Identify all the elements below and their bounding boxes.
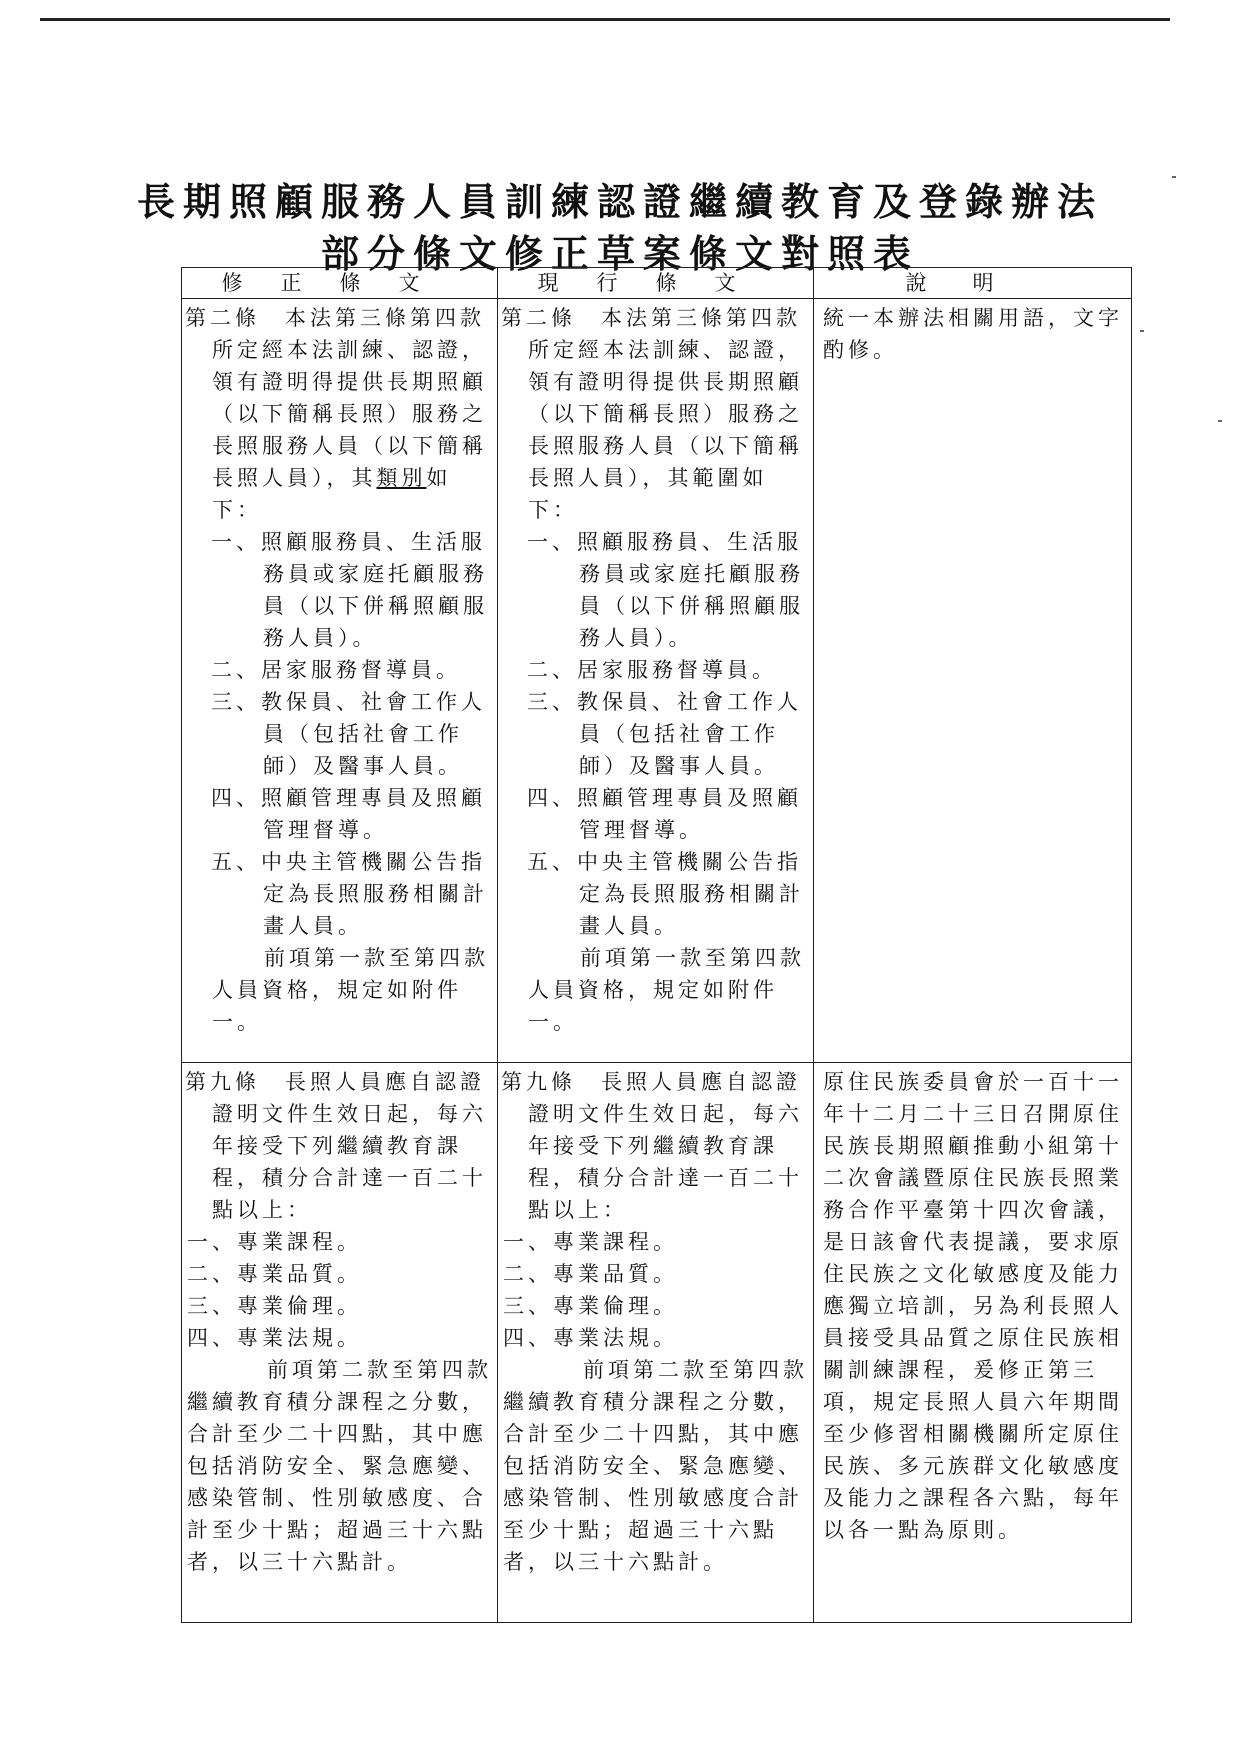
list-item: 一、專業課程。 <box>187 1230 362 1254</box>
document-title-line2: 部分條文修正草案條文對照表 <box>320 231 919 276</box>
header-explanation: 說明 <box>814 268 1132 299</box>
list-item: 四、照顧管理專員及照顧管理督導。 <box>211 786 486 842</box>
current-cell <box>498 1063 814 1623</box>
list-item: 三、教保員、社會工作人員（包括社會工作師）及醫事人員。 <box>527 690 802 778</box>
article-lead: 第九條 長照人員應自認證證明文件生效日起，每六年接受下列繼續教育課程，積分合計達一百二十點以上： <box>185 1070 487 1222</box>
header-current: 現行條文 <box>498 268 814 299</box>
article-lead: 第二條 本法第三條第四款所定經本法訓練、認證，領有證明得提供長期照顧（以下簡稱長照）服務之長照服務人員（以下簡稱長照人員），其範圍如下： <box>501 306 803 522</box>
article-lead: 第二條 本法第三條第四款所定經本法訓練、認證，領有證明得提供長期照顧（以下簡稱長照）服務之長照服務人員（以下簡稱長照人員），其類別如下： <box>185 306 487 522</box>
table-header-row <box>182 268 1132 299</box>
list-item: 四、專業法規。 <box>187 1326 362 1350</box>
list-item: 二、居家服務督導員。 <box>527 658 777 682</box>
closing-paragraph: 前項第二款至第四款繼續教育積分課程之分數，合計至少二十四點，其中應包括消防安全、緊急應變、感染管制、性別敏感度合計至少十點；超過三十六點者，以三十六點計。 <box>503 1358 808 1574</box>
list-item: 五、中央主管機關公告指定為長照服務相關計畫人員。 <box>211 850 488 938</box>
amended-mark: 類別 <box>376 466 427 490</box>
header-amended: 修正條文 <box>182 268 498 299</box>
scan-speck <box>1218 420 1222 422</box>
top-scan-rule <box>40 18 1170 21</box>
article-lead: 第九條 長照人員應自認證證明文件生效日起，每六年接受下列繼續教育課程，積分合計達一百二十點以上： <box>501 1070 803 1222</box>
scan-speck <box>1140 330 1144 332</box>
amended-cell <box>182 299 498 1063</box>
explanation-cell <box>814 1063 1132 1623</box>
list-item: 二、專業品質。 <box>503 1262 678 1286</box>
document-title-line1: 長期照顧服務人員訓練認證繼續教育及登錄辦法 <box>136 179 1103 224</box>
table-row-article-9 <box>182 1063 1132 1623</box>
explanation-text: 原住民族委員會於一百十一年十二月二十三日召開原住民族長期照顧推動小組第十二次會議暨原住民族長照業務合作平臺第十四次會議，是日該會代表提議，要求原住民族之文化敏感度及能力應獨立培訓，另為利長照人員接受具品質之原住民族相關訓練課程，爰修正第三項，規定長照人員六年期間至少修習相關機關所定原住民族、多元族群文化敏感度及能力之課程各六點，每年以各一點為原則。 <box>823 1070 1123 1542</box>
list-item: 二、居家服務督導員。 <box>211 658 461 682</box>
list-item: 四、專業法規。 <box>503 1326 678 1350</box>
current-cell <box>498 299 814 1063</box>
list-item: 三、專業倫理。 <box>187 1294 362 1318</box>
closing-paragraph: 前項第二款至第四款繼續教育積分課程之分數，合計至少二十四點，其中應包括消防安全、緊急應變、感染管制、性別敏感度、合計至少十點；超過三十六點者，以三十六點計。 <box>187 1358 492 1574</box>
list-item: 三、專業倫理。 <box>503 1294 678 1318</box>
closing-paragraph: 前項第一款至第四款人員資格，規定如附件一。 <box>212 946 489 1034</box>
amended-cell <box>182 1063 498 1623</box>
explanation-cell <box>814 299 1132 1063</box>
closing-paragraph: 前項第一款至第四款人員資格，規定如附件一。 <box>528 946 805 1034</box>
table-row-article-2 <box>182 299 1132 1063</box>
list-item: 二、專業品質。 <box>187 1262 362 1286</box>
list-item: 三、教保員、社會工作人員（包括社會工作師）及醫事人員。 <box>211 690 486 778</box>
list-item: 一、專業課程。 <box>503 1230 678 1254</box>
comparison-table <box>181 267 1132 1623</box>
list-item: 五、中央主管機關公告指定為長照服務相關計畫人員。 <box>527 850 804 938</box>
list-item: 四、照顧管理專員及照顧管理督導。 <box>527 786 802 842</box>
list-item: 一、照顧服務員、生活服務員或家庭托顧服務員（以下併稱照顧服務人員）。 <box>527 530 804 650</box>
list-item: 一、照顧服務員、生活服務員或家庭托顧服務員（以下併稱照顧服務人員）。 <box>211 530 488 650</box>
explanation-text: 統一本辦法相關用語，文字酌修。 <box>823 306 1123 362</box>
